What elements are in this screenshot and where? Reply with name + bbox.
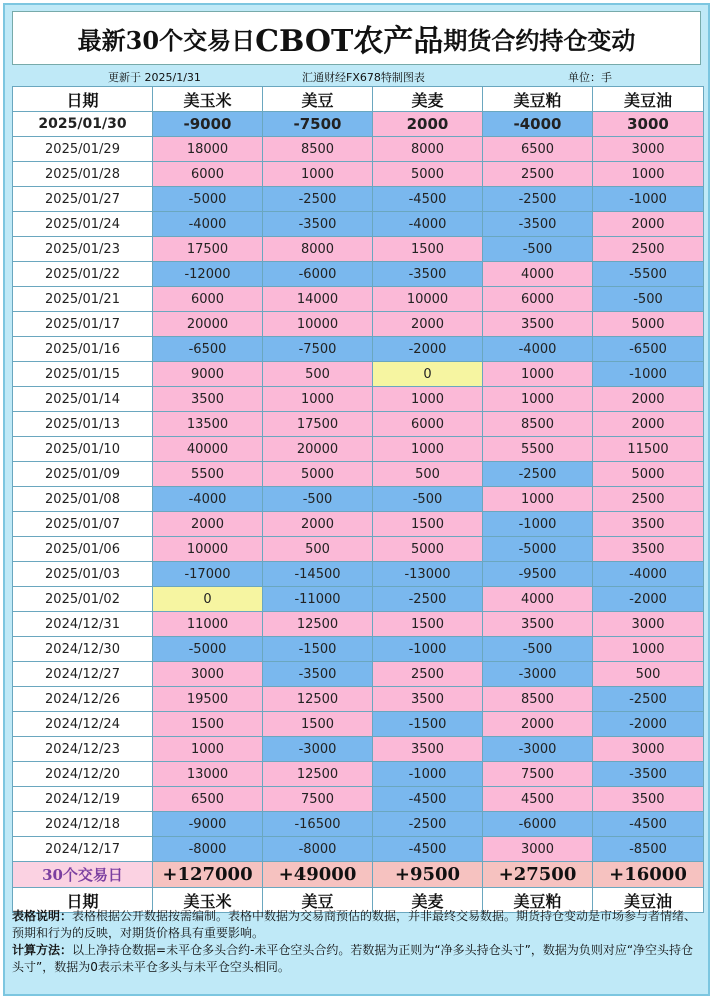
cell-soybean: -3500 [263,662,373,687]
desc-label: 表格说明： [12,909,73,923]
cell-corn: 0 [153,587,263,612]
cell-soymeal: 5500 [483,437,593,462]
cell-date: 2025/01/09 [13,462,153,487]
calc-text: 以上净持仓数据=未平仓多头合约-未平仓空头合约。若数据为正则为“净多头持仓头寸”，数据为负则对应“净空头持仓头寸”，数据为0表示未平仓多头与未平仓空头相同。 [12,943,694,974]
cell-corn: 3500 [153,387,263,412]
cell-soyoil: -1000 [593,187,704,212]
cell-soyoil: 2500 [593,487,704,512]
cell-soymeal: 8500 [483,687,593,712]
cell-wheat: 1000 [373,437,483,462]
cell-soymeal: -6000 [483,812,593,837]
table-row [13,437,704,462]
cell-wheat: 10000 [373,287,483,312]
cell-wheat: 1000 [373,387,483,412]
cell-wheat: -4500 [373,787,483,812]
cell-date: 2024/12/30 [13,637,153,662]
cell-soymeal: -3000 [483,737,593,762]
meta-line [12,68,701,84]
cell-soyoil: -500 [593,287,704,312]
title-pre: 最新30个交易日 [77,25,256,55]
cell-soymeal: -4000 [483,112,593,137]
cell-soymeal: 8500 [483,412,593,437]
cell-date: 2025/01/28 [13,162,153,187]
cell-soyoil: 1000 [593,637,704,662]
table-row [13,137,704,162]
cell-date: 2025/01/07 [13,512,153,537]
cell-soyoil: 3000 [593,737,704,762]
cell-soymeal: 2500 [483,162,593,187]
cell-date: 2024/12/19 [13,787,153,812]
updated-date: 更新于 2025/1/31 [108,71,201,84]
cell-date: 2024/12/17 [13,837,153,862]
table-description [12,908,703,942]
cell-corn: -8000 [153,837,263,862]
cell-wheat: -2500 [373,812,483,837]
cell-date: 2025/01/29 [13,137,153,162]
cell-wheat: 500 [373,462,483,487]
cell-corn: 2000 [153,512,263,537]
cell-wheat: -2000 [373,337,483,362]
footer-header-soybean: 美豆 [263,888,373,913]
cell-date: 2025/01/16 [13,337,153,362]
cell-wheat: -1500 [373,712,483,737]
cell-corn: -17000 [153,562,263,587]
cell-wheat: 0 [373,362,483,387]
cell-soymeal: 3500 [483,612,593,637]
cell-date: 2024/12/24 [13,712,153,737]
cell-soybean: 5000 [263,462,373,487]
cell-soyoil: 3500 [593,537,704,562]
cell-soymeal: 7500 [483,762,593,787]
cell-date: 2024/12/31 [13,612,153,637]
header-row [13,87,704,112]
cell-date: 2024/12/20 [13,762,153,787]
cell-soyoil: -6500 [593,337,704,362]
cell-soybean: -2500 [263,187,373,212]
table-row [13,662,704,687]
cell-soyoil: 2000 [593,412,704,437]
cell-corn: -9000 [153,112,263,137]
cell-soybean: -1500 [263,637,373,662]
cell-soymeal: 1000 [483,362,593,387]
cell-corn: -4000 [153,487,263,512]
cell-soybean: -8000 [263,837,373,862]
col-header-soyoil: 美豆油 [593,87,704,112]
cell-soyoil: 2000 [593,387,704,412]
total-corn: +127000 [153,862,263,888]
cell-wheat: -13000 [373,562,483,587]
cell-soybean: 1000 [263,387,373,412]
cell-soybean: 1000 [263,162,373,187]
cell-soymeal: -3500 [483,212,593,237]
table-row [13,312,704,337]
cell-soyoil: -3500 [593,762,704,787]
cell-soyoil: 500 [593,662,704,687]
cell-date: 2024/12/23 [13,737,153,762]
cell-wheat: 5000 [373,162,483,187]
footer-header-wheat: 美麦 [373,888,483,913]
footer-header-soymeal: 美豆粕 [483,888,593,913]
cell-soybean: -6000 [263,262,373,287]
cell-soyoil: 3500 [593,787,704,812]
cell-soyoil: -2000 [593,587,704,612]
cell-soymeal: 3000 [483,837,593,862]
table-row [13,587,704,612]
cell-corn: 10000 [153,537,263,562]
cell-soyoil: -5500 [593,262,704,287]
footer-header-soyoil: 美豆油 [593,888,704,913]
cell-wheat: 1500 [373,612,483,637]
cell-soymeal: 6500 [483,137,593,162]
title-post: 期货合约持仓变动 [443,25,636,55]
table-row [13,537,704,562]
cell-soymeal: -9500 [483,562,593,587]
cell-soyoil: 3000 [593,137,704,162]
cell-soybean: 12500 [263,762,373,787]
cell-date: 2025/01/17 [13,312,153,337]
table-row [13,687,704,712]
table-row [13,262,704,287]
cell-wheat: 1500 [373,512,483,537]
table-row [13,162,704,187]
table-row [13,387,704,412]
table-row [13,212,704,237]
cell-soyoil: -2000 [593,712,704,737]
positions-table [12,86,704,913]
cell-corn: 11000 [153,612,263,637]
table-row [13,487,704,512]
cell-wheat: -4000 [373,212,483,237]
cell-corn: 6000 [153,287,263,312]
table-row [13,412,704,437]
cell-date: 2025/01/08 [13,487,153,512]
table-row [13,237,704,262]
cell-soyoil: -4500 [593,812,704,837]
cell-wheat: -4500 [373,837,483,862]
cell-soybean: 8500 [263,137,373,162]
cell-soymeal: 6000 [483,287,593,312]
footer-header-corn: 美玉米 [153,888,263,913]
cell-wheat: 2000 [373,312,483,337]
cell-soybean: 20000 [263,437,373,462]
cell-wheat: 6000 [373,412,483,437]
cell-date: 2024/12/18 [13,812,153,837]
cell-soybean: 500 [263,537,373,562]
cell-soyoil: 11500 [593,437,704,462]
cell-soymeal: 2000 [483,712,593,737]
cell-corn: -6500 [153,337,263,362]
cell-soyoil: 3000 [593,612,704,637]
cell-soymeal: -2500 [483,187,593,212]
cell-wheat: 3500 [373,737,483,762]
table-row [13,287,704,312]
cell-soyoil: 2500 [593,237,704,262]
table-row [13,562,704,587]
cell-date: 2025/01/06 [13,537,153,562]
cell-corn: 18000 [153,137,263,162]
desc-text: 表格根据公开数据按需编制。表格中数据为交易商预估的数据，并非最终交易数据。期货持仓变动是市场参与者情绪、预期和行为的反映，对期货价格具有重要影响。 [12,909,697,940]
cell-corn: -5000 [153,637,263,662]
source-label: 汇通财经FX678特制图表 [302,71,425,84]
cell-soybean: 1500 [263,712,373,737]
title-brand: CBOT农产品 [255,24,444,59]
cell-soyoil: 5000 [593,462,704,487]
cell-wheat: 3500 [373,687,483,712]
cell-corn: 6000 [153,162,263,187]
cell-wheat: -2500 [373,587,483,612]
cell-corn: 19500 [153,687,263,712]
cell-date: 2024/12/27 [13,662,153,687]
cell-soyoil: 3000 [593,112,704,137]
cell-soymeal: -500 [483,637,593,662]
cell-soybean: 500 [263,362,373,387]
cell-soybean: 12500 [263,687,373,712]
cell-wheat: 2500 [373,662,483,687]
cell-wheat: 8000 [373,137,483,162]
table-row [13,512,704,537]
cell-date: 2025/01/14 [13,387,153,412]
notes-section [12,908,703,988]
cell-date: 2025/01/22 [13,262,153,287]
cell-corn: 6500 [153,787,263,812]
col-header-soymeal: 美豆粕 [483,87,593,112]
cell-wheat: 1500 [373,237,483,262]
cell-soymeal: 3500 [483,312,593,337]
table-row [13,812,704,837]
cell-wheat: 5000 [373,537,483,562]
cell-date: 2025/01/13 [13,412,153,437]
cell-date: 2025/01/15 [13,362,153,387]
cell-soymeal: 4000 [483,587,593,612]
total-soyoil: +16000 [593,862,704,888]
cell-soyoil: -2500 [593,687,704,712]
table-row [13,187,704,212]
cell-soybean: -7500 [263,112,373,137]
cell-soybean: -11000 [263,587,373,612]
col-header-corn: 美玉米 [153,87,263,112]
cell-wheat: 2000 [373,112,483,137]
table-row [13,637,704,662]
cell-date: 2025/01/27 [13,187,153,212]
cell-soyoil: 5000 [593,312,704,337]
table-row [13,362,704,387]
cell-soybean: -3500 [263,212,373,237]
cell-soyoil: -4000 [593,562,704,587]
cell-wheat: -4500 [373,187,483,212]
total-wheat: +9500 [373,862,483,888]
cell-date: 2025/01/21 [13,287,153,312]
table-row [13,462,704,487]
cell-soybean: 14000 [263,287,373,312]
cell-corn: -12000 [153,262,263,287]
cell-soybean: 17500 [263,412,373,437]
cell-corn: 9000 [153,362,263,387]
cell-soybean: 10000 [263,312,373,337]
cell-soybean: 7500 [263,787,373,812]
cell-soybean: -7500 [263,337,373,362]
cell-corn: -9000 [153,812,263,837]
cell-corn: 17500 [153,237,263,262]
cell-corn: 13000 [153,762,263,787]
cell-soymeal: 4500 [483,787,593,812]
cell-soyoil: -1000 [593,362,704,387]
table-row [13,612,704,637]
cell-soymeal: 4000 [483,262,593,287]
cell-soybean: -16500 [263,812,373,837]
cell-soyoil: 1000 [593,162,704,187]
calc-method [12,942,703,976]
cell-corn: -4000 [153,212,263,237]
cell-corn: 13500 [153,412,263,437]
calc-label: 计算方法： [12,943,73,957]
total-soymeal: +27500 [483,862,593,888]
cell-corn: 40000 [153,437,263,462]
table-row [13,112,704,137]
cell-date: 2025/01/30 [13,112,153,137]
cell-date: 2025/01/02 [13,587,153,612]
table-row [13,837,704,862]
cell-date: 2025/01/10 [13,437,153,462]
cell-corn: 5500 [153,462,263,487]
cell-date: 2024/12/26 [13,687,153,712]
unit-label: 单位：手 [568,71,612,84]
table-row [13,737,704,762]
cell-soybean: 2000 [263,512,373,537]
cell-soymeal: -500 [483,237,593,262]
col-header-soybean: 美豆 [263,87,373,112]
cell-corn: -5000 [153,187,263,212]
cell-corn: 1000 [153,737,263,762]
col-header-wheat: 美麦 [373,87,483,112]
cell-date: 2025/01/03 [13,562,153,587]
cell-soybean: -3000 [263,737,373,762]
cell-soyoil: -8500 [593,837,704,862]
cell-soymeal: 1000 [483,487,593,512]
cell-wheat: -3500 [373,262,483,287]
table-row [13,337,704,362]
footer-header-date: 日期 [13,888,153,913]
cell-wheat: -1000 [373,637,483,662]
table-row [13,787,704,812]
cell-soymeal: -4000 [483,337,593,362]
cell-soyoil: 2000 [593,212,704,237]
cell-soybean: 8000 [263,237,373,262]
cell-soyoil: 3500 [593,512,704,537]
cell-soymeal: -1000 [483,512,593,537]
total-date: 30个交易日 [13,862,153,888]
cell-wheat: -1000 [373,762,483,787]
cell-soymeal: -3000 [483,662,593,687]
col-header-date: 日期 [13,87,153,112]
cell-wheat: -500 [373,487,483,512]
cell-soybean: -14500 [263,562,373,587]
table-row [13,762,704,787]
total-soybean: +49000 [263,862,373,888]
cell-corn: 3000 [153,662,263,687]
table-row [13,712,704,737]
totals-row [13,862,704,888]
cell-soybean: -500 [263,487,373,512]
cell-date: 2025/01/23 [13,237,153,262]
cell-soymeal: 1000 [483,387,593,412]
cell-date: 2025/01/24 [13,212,153,237]
cell-soymeal: -2500 [483,462,593,487]
cell-soybean: 12500 [263,612,373,637]
cell-corn: 1500 [153,712,263,737]
cell-soymeal: -5000 [483,537,593,562]
page-title [12,11,701,65]
cell-corn: 20000 [153,312,263,337]
